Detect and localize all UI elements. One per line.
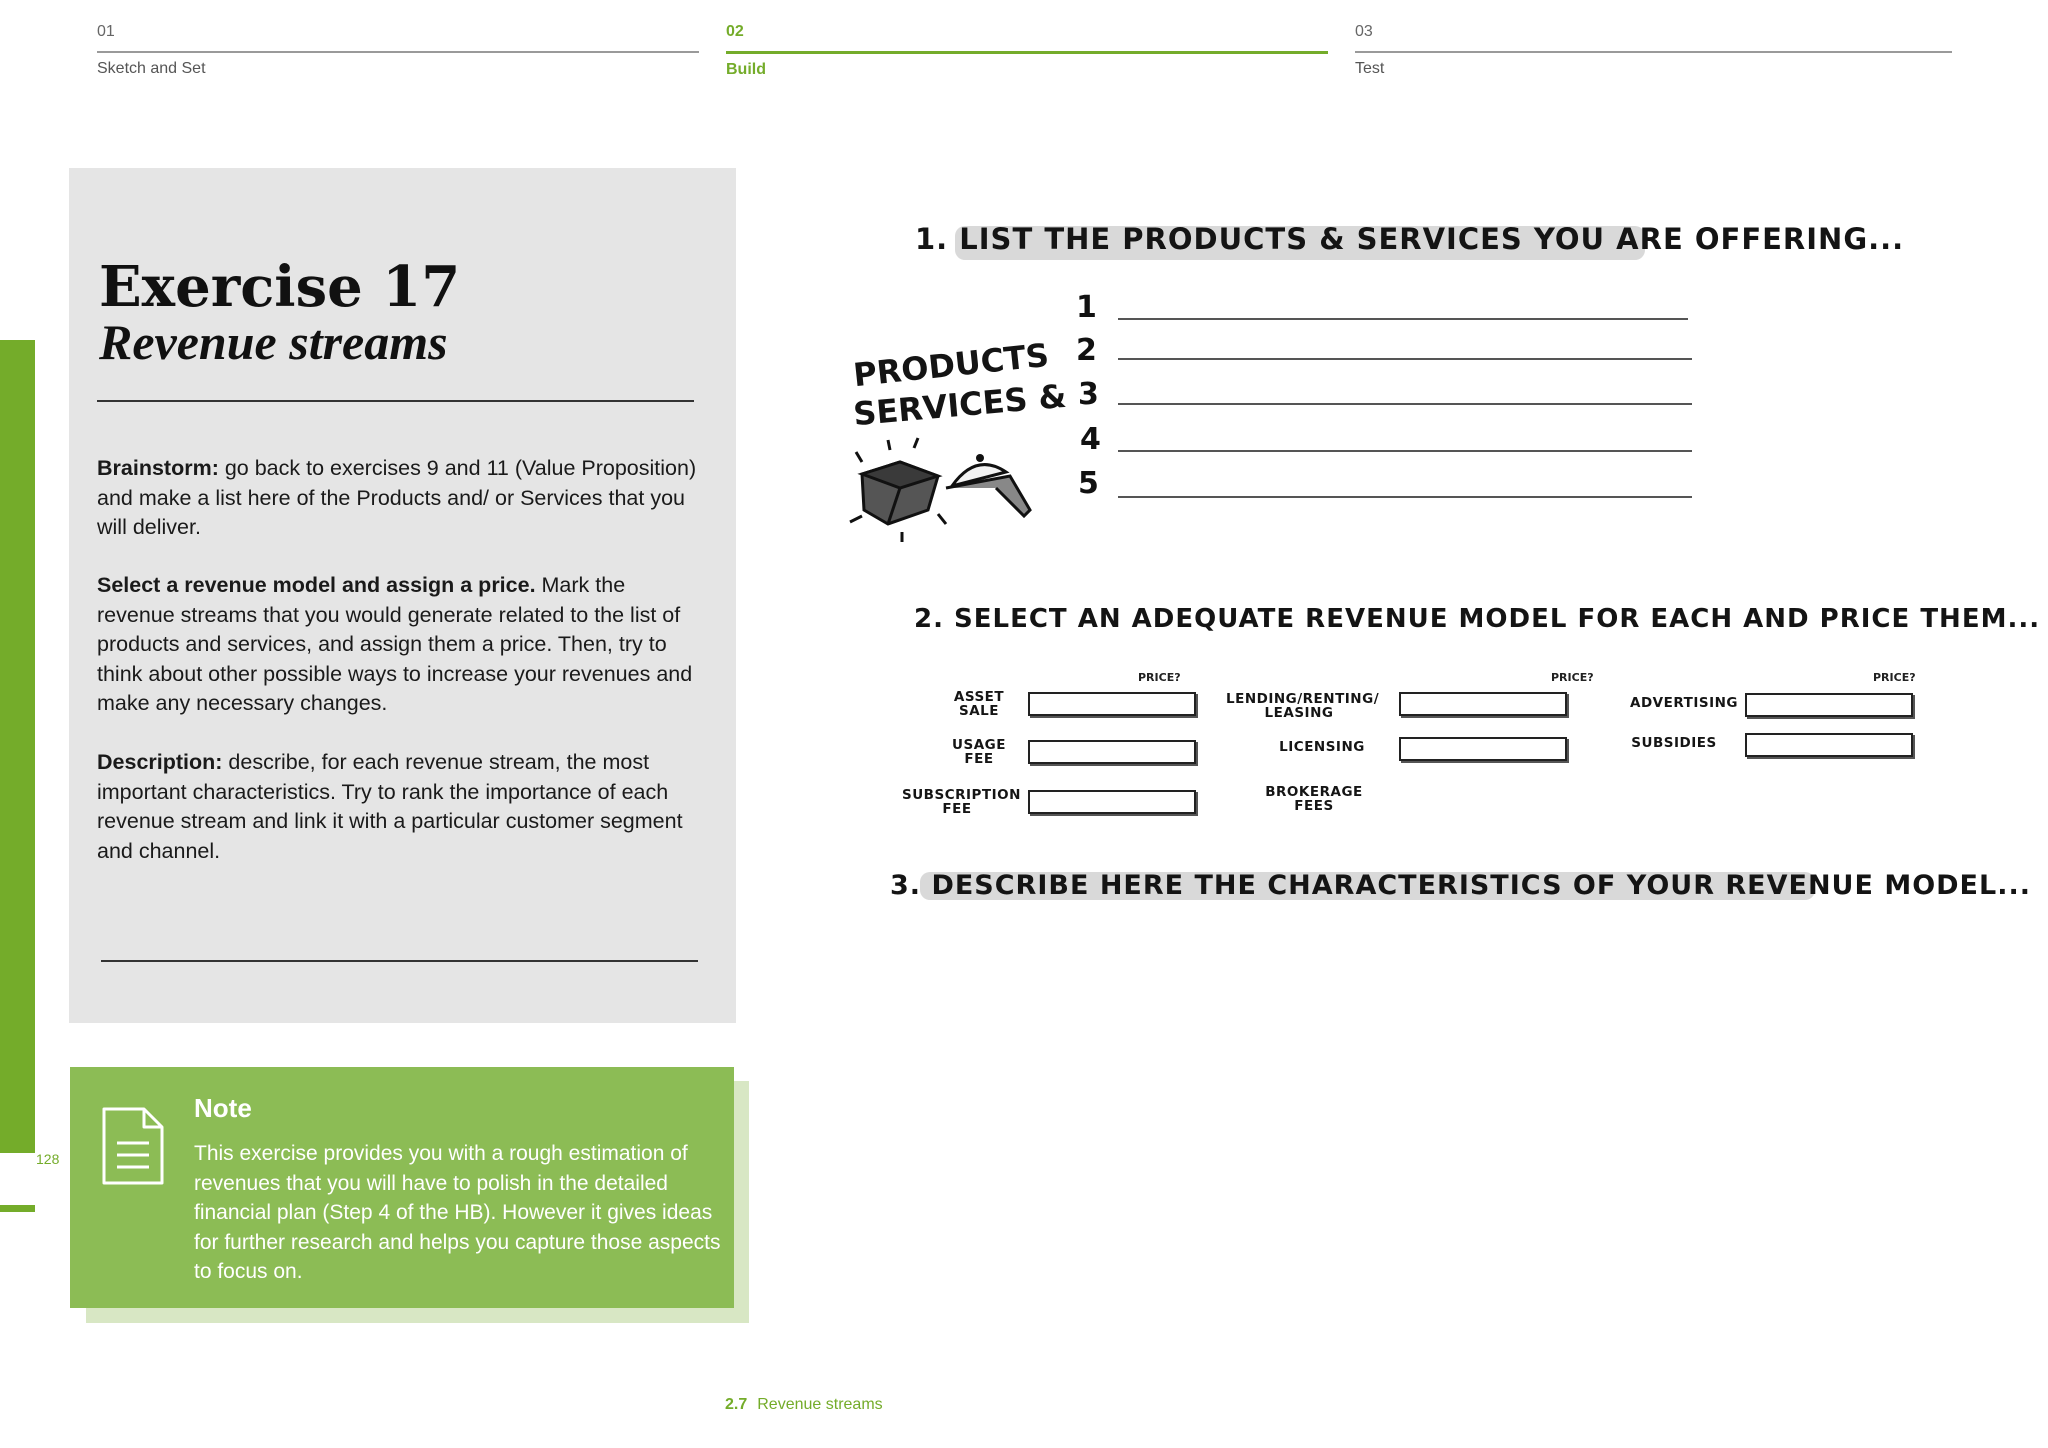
step-progress-bar <box>1355 51 1952 53</box>
footer-section-number: 2.7 <box>725 1396 748 1413</box>
worksheet-heading-3: 3. DESCRIBE HERE THE CHARACTERISTICS OF YOUR REVENUE MODEL... <box>890 870 2031 901</box>
footer-section-title: Revenue streams <box>757 1396 883 1413</box>
price-input-advertising[interactable] <box>1745 693 1913 717</box>
description-text: describe, for each revenue stream, the most important characteristics. Try to rank the importance of each revenue stream and link it with a particular customer segment and channel. <box>97 750 683 863</box>
list-number: 5 <box>1078 466 1099 501</box>
description-paragraph <box>97 748 707 866</box>
list-line <box>1118 318 1688 320</box>
price-label: PRICE? <box>1551 671 1594 684</box>
model-subscription-fee: SUBSCRIPTION FEE <box>902 787 1021 817</box>
select-model-label: Select a revenue model and assign a price. <box>97 573 536 597</box>
step-sketch-and-set[interactable] <box>97 22 699 79</box>
model-usage-fee: USAGE FEE <box>952 737 1006 767</box>
products-label: PRODUCTS <box>851 335 1051 395</box>
step-label: Build <box>726 61 766 78</box>
model-asset-sale: ASSET SALE <box>953 689 1005 719</box>
step-build[interactable] <box>726 22 1328 80</box>
list-number: 4 <box>1080 422 1101 457</box>
step-label: Sketch and Set <box>97 60 206 77</box>
step-number: 02 <box>726 23 744 40</box>
price-input-asset-sale[interactable] <box>1028 692 1196 716</box>
step-number: 01 <box>97 23 115 40</box>
exercise-card <box>69 168 736 1023</box>
model-brokerage-fees: BROKERAGE FEES <box>1265 784 1363 814</box>
model-lending-renting-leasing: LENDING/RENTING/ LEASING <box>1226 691 1380 721</box>
step-progress-bar <box>97 51 699 53</box>
price-input-subscription-fee[interactable] <box>1028 790 1196 814</box>
list-line <box>1118 358 1692 360</box>
step-label: Test <box>1355 60 1385 77</box>
page-footer <box>725 1396 883 1414</box>
select-model-paragraph <box>97 571 707 719</box>
list-number: 1 <box>1076 290 1097 325</box>
model-advertising: ADVERTISING <box>1630 695 1738 711</box>
list-line <box>1118 450 1692 452</box>
step-test[interactable] <box>1355 22 1952 79</box>
note-box <box>70 1067 734 1308</box>
brainstorm-paragraph <box>97 454 707 543</box>
box-and-cloche-icon <box>848 432 1042 544</box>
price-input-lending[interactable] <box>1399 692 1567 716</box>
step-progress-bar <box>726 51 1328 54</box>
price-label: PRICE? <box>1138 671 1181 684</box>
select-model-text: Mark the revenue streams that you would generate related to the list of products and services, and assign them a price. Then, try to think about other possible ways to increase your revenues and make any necessary changes. <box>97 573 693 715</box>
step-number: 03 <box>1355 23 1373 40</box>
side-accent-bar <box>0 340 35 1153</box>
document-icon <box>100 1105 166 1192</box>
note-title: Note <box>194 1093 252 1123</box>
brainstorm-text: go back to exercises 9 and 11 (Value Proposition) and make a list here of the Products and/ or Services that you will deliver. <box>97 456 697 539</box>
price-input-usage-fee[interactable] <box>1028 740 1196 764</box>
list-number: 2 <box>1076 333 1097 368</box>
list-line <box>1118 403 1692 405</box>
price-label: PRICE? <box>1873 671 1916 684</box>
price-input-subsidies[interactable] <box>1745 733 1913 757</box>
list-line <box>1118 496 1692 498</box>
description-label: Description: <box>97 750 223 774</box>
worksheet-heading-2: 2. SELECT AN ADEQUATE REVENUE MODEL FOR EACH AND PRICE THEM... <box>914 604 2041 634</box>
model-subsidies: SUBSIDIES <box>1631 735 1717 751</box>
exercise-subtitle: Revenue streams <box>99 314 448 370</box>
list-number: 3 <box>1078 377 1099 412</box>
exercise-title: Exercise 17 <box>99 254 461 320</box>
services-label: SERVICES & <box>851 376 1068 434</box>
price-input-licensing[interactable] <box>1399 737 1567 761</box>
worksheet-heading-1: 1. LIST THE PRODUCTS & SERVICES YOU ARE OFFERING... <box>915 222 1905 256</box>
brainstorm-label: Brainstorm: <box>97 456 219 480</box>
bottom-divider <box>101 960 698 962</box>
note-body: This exercise provides you with a rough estimation of revenues that you will have to polish in the detailed financial plan (Step 4 of the HB). However it gives ideas for further research and helps you capture those aspects to focus on. <box>194 1142 721 1283</box>
model-licensing: LICENSING <box>1279 739 1365 755</box>
title-divider <box>97 400 694 402</box>
page-number: 128 <box>36 1151 60 1167</box>
side-accent-tick <box>0 1205 35 1212</box>
